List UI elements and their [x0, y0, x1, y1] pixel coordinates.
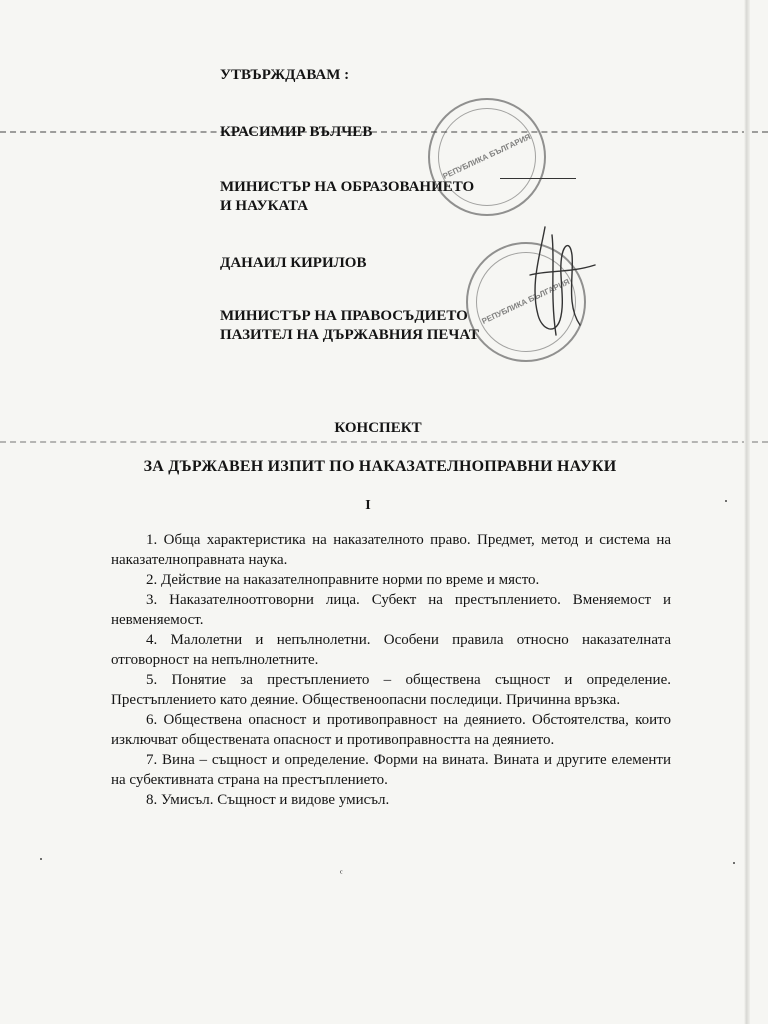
stamp-center-text: РЕПУБЛИКА БЪЛГАРИЯ — [480, 277, 572, 326]
scan-speck — [733, 862, 735, 864]
list-item: 5. Понятие за престъплението – обществена същност и определение. Престъплението като деяние. Общественоопасни последици. Причинна връзка. — [111, 672, 671, 708]
list-item: 8. Умисъл. Същност и видове умисъл. — [146, 792, 390, 808]
footer-mark: ᶜ — [340, 868, 343, 879]
stamp-center-text: РЕПУБЛИКА БЪЛГАРИЯ — [441, 132, 533, 181]
scan-artifact-line — [0, 131, 768, 133]
section-number: І — [365, 498, 371, 513]
document-subtitle: ЗА ДЪРЖАВЕН ИЗПИТ ПО НАКАЗАТЕЛНОПРАВНИ НАУКИ — [143, 458, 617, 475]
document-title: КОНСПЕКТ — [334, 420, 422, 436]
list-item: 6. Обществена опасност и противоправност на деянието. Обстоятелства, които изключват обществената опасност и противоправността на деянието. — [111, 712, 671, 748]
topic-list — [111, 530, 671, 810]
list-item: 7. Вина – същност и определение. Форми на вината. Вината и другите елементи на субективната страна на престъплението. — [111, 752, 671, 788]
scan-speck — [40, 858, 42, 860]
list-item: 2. Действие на наказателноправните норми по време и място. — [146, 572, 540, 588]
handwritten-signature — [500, 215, 610, 345]
list-item: 1. Обща характеристика на наказателното право. Предмет, метод и система на наказателноправната наука. — [111, 532, 671, 568]
scan-artifact-line — [0, 441, 768, 443]
signatory-title-2-line2: ПАЗИТЕЛ НА ДЪРЖАВНИЯ ПЕЧАТ — [220, 327, 479, 343]
signatory-title-2-line1: МИНИСТЪР НА ПРАВОСЪДИЕТО — [220, 308, 468, 324]
list-item: 3. Наказателноотговорни лица. Субект на престъплението. Вменяемост и невменяемост. — [111, 592, 671, 628]
signatory-title-1-line1: МИНИСТЪР НА ОБРАЗОВАНИЕТО — [220, 179, 475, 195]
list-item: 4. Малолетни и непълнолетни. Особени правила относно наказателната отговорност на непълнолетните. — [111, 632, 671, 668]
signatory-name-2: ДАНАИЛ КИРИЛОВ — [220, 255, 367, 271]
approval-heading: УТВЪРЖДАВАМ : — [220, 67, 350, 83]
signatory-name-1: КРАСИМИР ВЪЛЧЕВ — [220, 124, 373, 140]
signatory-title-1-line2: И НАУКАТА — [220, 198, 309, 214]
ministry-education-stamp — [428, 98, 546, 216]
